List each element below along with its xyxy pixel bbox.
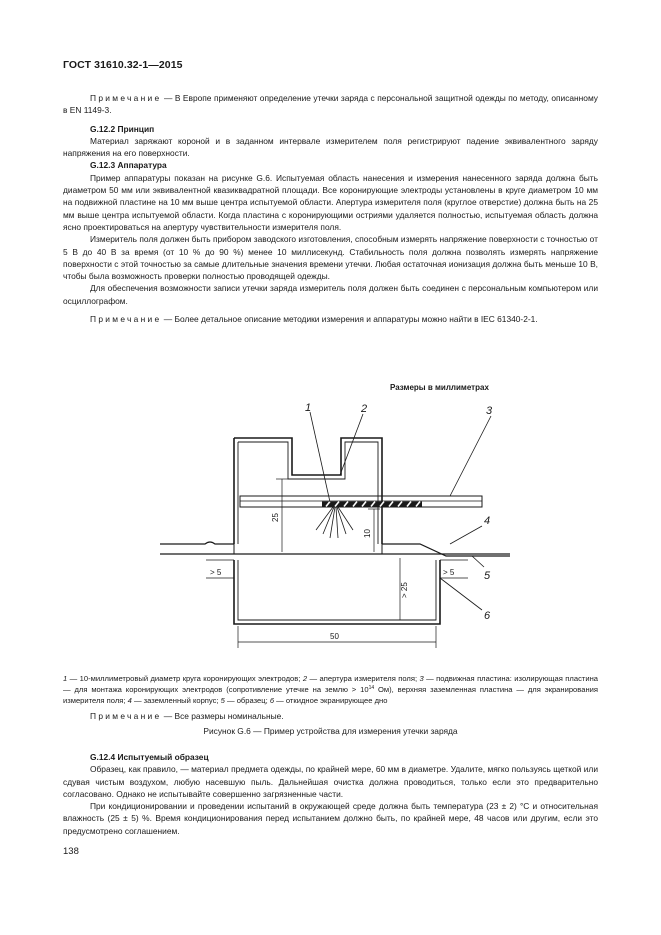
note-paragraph — [90, 710, 595, 722]
callout-1: 1 — [305, 402, 312, 414]
document-header: ГОСТ 31610.32-1—2015 — [63, 59, 183, 71]
note-text: — В Европе применяют определение утечки заряда с персональной защитной одежды по методу, описанному в EN 1149-3. — [63, 93, 598, 116]
note-label: Примечание — [90, 711, 162, 721]
callout-2: 2 — [361, 403, 368, 415]
dim-gap-right: > 5 — [443, 568, 455, 577]
figure-caption: Рисунок G.6 — Пример устройства для измерения утечки заряда — [203, 726, 458, 736]
paragraph: Пример аппаратуры показан на рисунке G.6. Испытуемая область нанесения и измерения нанесенного заряда должна быть диаметром 50 мм или эквивалентной квазиквадратной площади. Все коронирующие электроды установлены в круге диаметром 10 мм на подвижной пластине на 10 мм выше центра испытуемой области. Апертура измерителя поля (круглое отверстие) должна быть на 25 мм выше центра испытуемой области. Когда пластина с коронирующими остриями удаляется полностью, испытуемая область должна ясно проектироваться на апертуру чувствительности измерителя поля. — [63, 172, 598, 232]
grounded-housing-outer — [234, 438, 382, 544]
callout-labels — [305, 402, 493, 622]
dimension-labels — [210, 513, 455, 641]
callout-5: 5 — [484, 570, 491, 582]
note-paragraph — [63, 313, 598, 325]
note-text: — Более детальное описание методики измерения и аппаратуры можно найти в IEC 61340-2-1. — [161, 314, 538, 325]
grounded-housing-inner — [238, 442, 378, 544]
page-number: 138 — [63, 846, 79, 857]
shielding-bottom-outer — [234, 560, 440, 624]
section-heading-principle: G.12.2 Принцип — [90, 123, 155, 134]
note-label: Примечание — [90, 314, 162, 325]
apparatus-figure — [150, 372, 510, 662]
paragraph: Образец, как правило, — материал предмета одежды, по крайней мере, 60 мм в диаметре. Удалите, мягко пользуясь щеткой или сдувая чистым воздухом, любую насевшую пыль. Дальнейшая очистка должна проводиться, только если это предварительно согласовано. Однако не испытывайте совершенно загрязненные части. — [63, 764, 598, 799]
dim-25: 25 — [271, 513, 280, 522]
dim-gap-left: > 5 — [210, 568, 222, 577]
dim-10: 10 — [363, 529, 372, 538]
note-paragraph — [63, 92, 598, 117]
main-text-block — [63, 92, 598, 325]
paragraph: При кондиционировании и проведении испытаний в окружающей среде должна быть температура (23 ± 2) °С и относительная влажность (25 ± 5) %. Время кондиционирования перед испытанием должно быть, по крайней мере, 48 часов или другим, если это предусмотрено соглашением. — [63, 801, 598, 836]
paragraph: Измеритель поля должен быть прибором заводского изготовления, способным измерять напряжение поверхности с точностью от 5 В до 40 В за время (от 10 % до 90 %) менее 10 миллисекунд. Стабильность поля должна позволять измерять напряжение поверхности с этой точностью за самые длительные значения времени утечки. Любая остаточная ионизация должна быть меньше 10 В, чтобы была возможность проверки полностью проводящей одежды. — [63, 234, 598, 282]
note-label: Примечание — [90, 93, 162, 103]
callout-6: 6 — [484, 610, 491, 622]
section-heading-apparatus: G.12.3 Аппаратура — [90, 160, 167, 171]
callout-4: 4 — [484, 515, 491, 527]
figure-legend: 1 — 10-миллиметровый диаметр круга коронирующих электродов; 2 — апертура измерителя поля; 3 — подвижная пластина: изолирующая пластина — для монтажа коронирующих электродов (сопротивление утечке на землю > $10^{14}$ Ом), верхняя заземленная пластина — для экранирования измерителя поля; 4 — заземленный корпус; 5 — образец; 6 — откидное экранирующее дно — [63, 674, 599, 705]
units-caption: Размеры в миллиметрах — [390, 383, 489, 392]
callout-3: 3 — [486, 405, 493, 417]
paragraph: Для обеспечения возможности записи утечки заряда измеритель поля должен быть соединен с персональным компьютером или осциллографом. — [63, 283, 598, 306]
dim-width: 50 — [330, 632, 339, 641]
corona-electrodes — [316, 507, 353, 538]
paragraph: Материал заряжают короной и в заданном интервале измерителем поля регистрируют падение эквивалентного заряду напряжения на его поверхности. — [63, 135, 598, 159]
callout-leaders — [310, 412, 491, 610]
section-heading-specimen: G.12.4 Испытуемый образец — [90, 752, 209, 762]
dim-depth: > 25 — [400, 582, 409, 598]
note-text: — Все размеры номинальные. — [161, 711, 284, 721]
section-specimen — [63, 751, 598, 837]
